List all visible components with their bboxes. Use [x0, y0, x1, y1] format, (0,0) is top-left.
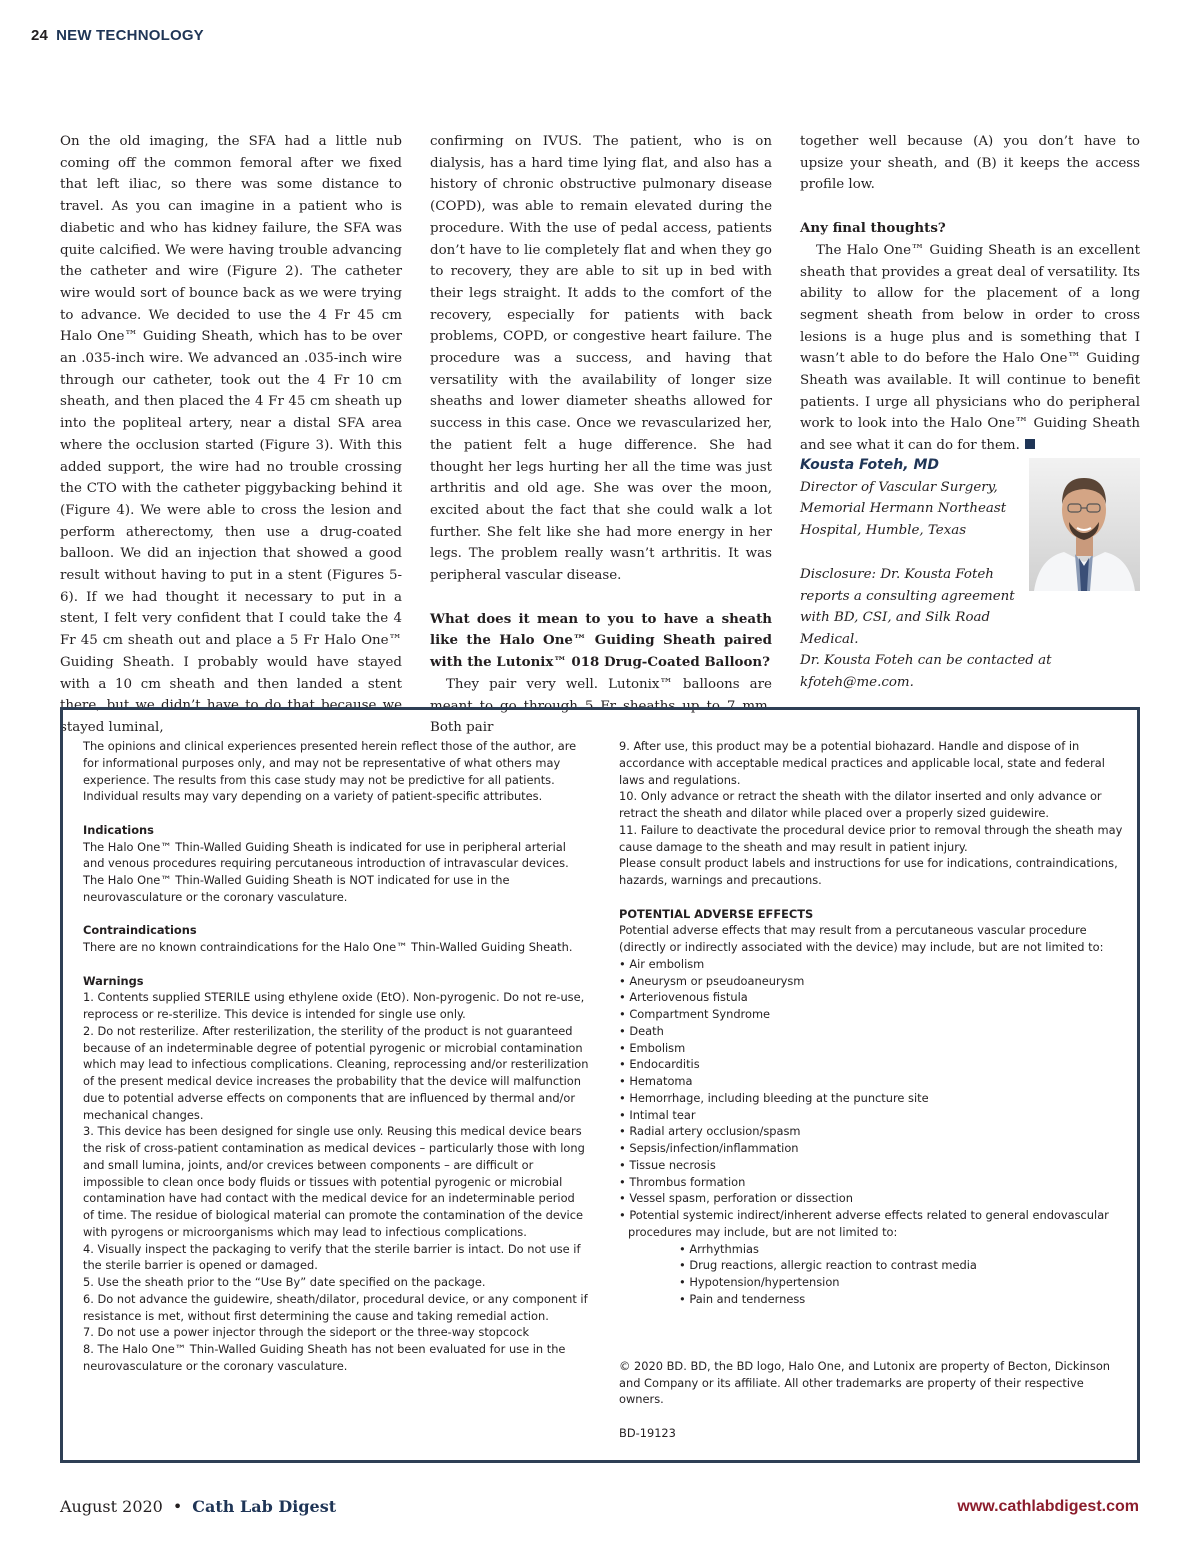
list-sub-item: • Drug reactions, allergic reaction to contrast media [679, 1258, 977, 1273]
end-mark-icon [1025, 439, 1035, 449]
article-column-3 [800, 131, 1140, 457]
adverse-effects-heading: POTENTIAL ADVERSE EFFECTS [619, 906, 814, 921]
warning-item: 3. This device has been designed for single use only. Reusing this medical device bears the risk of cross-patient contamination as medical devices – particularly those with long and small lumina, joints, and/or crevices between components – are difficult or impossible to clean once body fluids or tissues with potential pyrogenic or microbial contamination have had contact with the medical device for an indeterminable period of time. The residue of biological material can promote the contamination of the device with pyrogens or microorganisms which may lead to infectious complications. [83, 1124, 585, 1239]
list-item: • Thrombus formation [619, 1174, 746, 1189]
author-contact: Dr. Kousta Foteh can be contacted at kfoteh@me.com. [800, 653, 1052, 690]
article-paragraph: They pair very well. Lutonix™ balloons are meant to go through 5 Fr sheaths up to 7 mm. Both pair [430, 676, 772, 736]
warning-item: 11. Failure to deactivate the procedural device prior to removal through the sheath may cause damage to the sheath and may result in patient injury. [619, 822, 1123, 854]
website-link[interactable]: www.cathlabdigest.com [957, 1498, 1139, 1515]
warnings-heading: Warnings [83, 973, 144, 988]
article-column-2 [430, 131, 772, 739]
list-item: • Intimal tear [619, 1107, 696, 1122]
warning-item: 7. Do not use a power injector through the sideport or the three-way stopcock [83, 1325, 530, 1340]
safety-information-box [60, 707, 1140, 1463]
footer-separator: • [172, 1497, 183, 1516]
warning-item: 6. Do not advance the guidewire, sheath/dilator, procedural device, or any component if resistance is met, without first determining the cause and taking remedial action. [83, 1291, 588, 1323]
warning-item: 4. Visually inspect the packaging to verify that the sterile barrier is intact. Do not use if the sterile barrier is opened or damaged. [83, 1241, 581, 1273]
issue-date: August 2020 [60, 1497, 163, 1516]
list-item: • Sepsis/infection/inflammation [619, 1141, 799, 1155]
interview-question: Any final thoughts? [800, 220, 946, 237]
warning-item: 5. Use the sheath prior to the “Use By” date specified on the package. [83, 1275, 486, 1289]
author-disclosure: Disclosure: Dr. Kousta Foteh reports a consulting agreement with BD, CSI, and Silk Road Medical. [800, 566, 1015, 647]
author-title: Director of Vascular Surgery, Memorial Hermann Northeast Hospital, Humble, Texas [800, 479, 1007, 539]
isi-left-column [83, 738, 589, 1375]
list-item: • Radial artery occlusion/spasm [619, 1124, 801, 1139]
author-portrait-icon [1029, 458, 1140, 591]
list-item: • Endocarditis [619, 1057, 700, 1072]
interview-question: What does it mean to you to have a sheath like the Halo One™ Guiding Sheath paired with the Lutonix™ 018 Drug-Coated Balloon? [430, 610, 772, 671]
magazine-name: Cath Lab Digest [192, 1497, 337, 1516]
list-sub-item: • Pain and tenderness [679, 1291, 806, 1306]
isi-right-column [619, 738, 1125, 1442]
article-paragraph: confirming on IVUS. The patient, who is on dialysis, has a hard time lying flat, and also has a history of chronic obstructive pulmonary disease (COPD), was able to remain elevated during the procedure. With the use of pedal access, patients don’t have to lie completely flat and when they go to recovery, they are able to sit up in bed with their legs straight. It adds to the comfort of the recovery, especially for patients with back problems, COPD, or congestive heart failure. The procedure was a success, and having that versatility with the availability of longer size sheaths and lower diameter sheaths allowed for success in this case. Once we revascularized her, the patient felt a huge difference. She had thought her legs hurting her all the time was just arthritis and old age. She was over the moon, excited about the fact that she could walk a lot further. She felt like she had more energy in her legs. The problem really wasn’t arthritis. It was peripheral vascular disease. [430, 134, 772, 584]
author-photo [1029, 458, 1140, 591]
article-paragraph: together well because (A) you don’t have to upsize your sheath, and (B) it keeps the access profile low. [800, 134, 1140, 193]
list-item: • Arteriovenous fistula [619, 990, 748, 1005]
list-item: • Aneurysm or pseudoaneurysm [619, 973, 805, 988]
section-title: NEW TECHNOLOGY [56, 27, 204, 44]
list-item: • Embolism [619, 1040, 686, 1055]
running-header [31, 27, 204, 44]
list-item: • Death [619, 1023, 664, 1038]
document-code: BD-19123 [619, 1425, 676, 1440]
warning-item: 10. Only advance or retract the sheath with the dilator inserted and only advance or retract the sheath and dilator while placed over a properly sized guidewire. [619, 789, 1102, 820]
list-item: • Vessel spasm, perforation or dissection [619, 1191, 853, 1206]
list-item: • Compartment Syndrome [619, 1007, 771, 1021]
page-number: 24 [31, 27, 49, 44]
list-item: • Air embolism [619, 956, 705, 971]
adverse-effects-list [619, 956, 1125, 1308]
article-paragraph [800, 240, 1140, 457]
contraindications-text: There are no known contraindications for the Halo One™ Thin-Walled Guiding Sheath. [83, 940, 573, 954]
warning-item: 2. Do not resterilize. After resterilization, the sterility of the product is not guaranteed because of an indeterminable degree of potential pyrogenic or microbial contamination which may lead to infectious complications. Cleaning, reprocessing and/or resterilization of the present medical device increases the probability that the device will malfunction due to potential adverse effects on components that are influenced by thermal and/or mechanical changes. [83, 1023, 589, 1122]
warning-item: 1. Contents supplied STERILE using ethylene oxide (EtO). Non-pyrogenic. Do not re-use, reprocess or re-sterilize. This device is intended for single use only. [83, 990, 585, 1021]
warning-item: 8. The Halo One™ Thin-Walled Guiding Sheath has not been evaluated for use in the neurovasculature or the coronary vasculature. [83, 1342, 566, 1373]
list-item: • Tissue necrosis [619, 1157, 716, 1172]
list-item: • Hematoma [619, 1074, 693, 1088]
author-name: Kousta Foteh, MD [800, 457, 940, 473]
copyright-text: © 2020 BD. BD, the BD logo, Halo One, and Lutonix are property of Becton, Dickinson and Company or its affiliate. All other trademarks are property of their respective owners. [619, 1358, 1111, 1407]
contraindications-heading: Contraindications [83, 923, 197, 938]
list-sub-item: • Hypotension/hypertension [679, 1275, 840, 1289]
consult-text: Please consult product labels and instructions for use for indications, contraindications, hazards, warnings and precautions. [619, 856, 1118, 887]
warning-item: 9. After use, this product may be a potential biohazard. Handle and dispose of in accordance with acceptable medical practices and applicable local, state and federal laws and regulations. [619, 739, 1105, 787]
article-paragraph: On the old imaging, the SFA had a little nub coming off the common femoral after we fixed that left iliac, so there was some distance to travel. As you can imagine in a patient who is diabetic and who has kidney failure, the SFA was quite calcified. We were having trouble advancing the catheter and wire (Figure 2). The catheter wire would sort of bounce back as we were trying to advance. We decided to use the 4 Fr 45 cm Halo One™ Guiding Sheath, which has to be over an .035-inch wire. We advanced an .035-inch wire through our catheter, took out the 4 Fr 10 cm sheath, and then placed the 4 Fr 45 cm sheath up into the popliteal artery, near a distal SFA area where the occlusion started (Figure 3). With this added support, the wire had no trouble crossing the CTO with the catheter piggybacking behind it (Figure 4). We were able to cross the lesion and perform atherectomy, then use a drug-coated balloon. We did an injection that showed a good result without having to put in a stent (Figures 5-6). If we had thought it necessary to put in a stent, I felt very confident that I could take the 4 Fr 45 cm sheath out and place a 5 Fr Halo One™ Guiding Sheath. I probably would have stayed with a 10 cm sheath and then landed a stent there, but we didn’t have to do that because we stayed luminal, [60, 134, 402, 735]
article-column-1 [60, 131, 402, 739]
author-bio [800, 455, 1020, 651]
list-item: • Potential systemic indirect/inherent adverse effects related to general endovascular procedures may include, but are not limited to: [619, 1208, 1109, 1239]
footer-issue [60, 1497, 336, 1516]
indications-text: The Halo One™ Thin-Walled Guiding Sheath is indicated for use in peripheral arterial and venous procedures requiring percutaneous introduction of intravascular devices. The Halo One™ Thin-Walled Guiding Sheath is NOT indicated for use in the neurovasculature or the coronary vasculature. [83, 839, 569, 904]
isi-intro: The opinions and clinical experiences presented herein reflect those of the author, are for informational purposes only, and may not be representative of what others may experience. The results from this case study may not be predictive for all patients. Individual results may vary depending on a variety of patient-specific attributes. [83, 739, 577, 804]
adverse-effects-intro: Potential adverse effects that may result from a percutaneous vascular procedure (directly or indirectly associated with the device) may include, but are not limited to: [619, 923, 1104, 954]
list-sub-item: • Arrhythmias [679, 1241, 759, 1256]
article-paragraph-text: The Halo One™ Guiding Sheath is an excellent sheath that provides a great deal of versatility. Its ability to allow for the placement of a long segment sheath from below in order to cross lesions is a huge plus and is something that I wasn’t able to do before the Halo One™ Guiding Sheath was available. It will continue to benefit patients. I urge all physicians who do peripheral work to look into the Halo One™ Guiding Sheath and see what it can do for them. [800, 242, 1140, 454]
indications-heading: Indications [83, 822, 154, 837]
list-item: • Hemorrhage, including bleeding at the puncture site [619, 1090, 929, 1105]
